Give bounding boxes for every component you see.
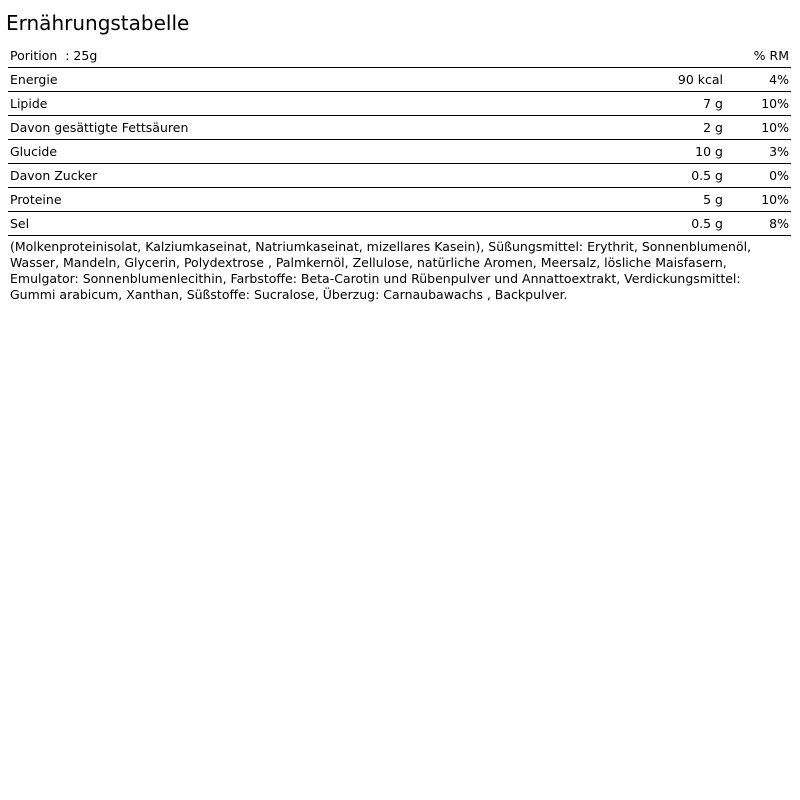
nutrient-amount: 90 kcal [601, 68, 725, 92]
nutrition-table-header [8, 44, 791, 68]
table-row [8, 212, 791, 236]
table-row [8, 92, 791, 116]
nutrient-name: Lipide [8, 92, 601, 116]
nutrient-name: Sel [8, 212, 601, 236]
table-row [8, 116, 791, 140]
table-row [8, 164, 791, 188]
nutrient-amount: 2 g [601, 116, 725, 140]
table-row [8, 140, 791, 164]
nutrient-name: Davon gesättigte Fettsäuren [8, 116, 601, 140]
nutrient-name: Davon Zucker [8, 164, 601, 188]
nutrient-rm-percent: 8% [725, 212, 791, 236]
nutrient-name: Energie [8, 68, 601, 92]
nutrient-rm-percent: 4% [725, 68, 791, 92]
rm-column-header: % RM [725, 44, 791, 68]
nutrient-rm-percent: 3% [725, 140, 791, 164]
nutrient-amount: 7 g [601, 92, 725, 116]
nutrient-amount: 0.5 g [601, 212, 725, 236]
nutrient-amount: 10 g [601, 140, 725, 164]
nutrient-name: Proteine [8, 188, 601, 212]
nutrition-table [8, 44, 791, 236]
table-row [8, 68, 791, 92]
ingredients-list: (Molkenproteinisolat, Kalziumkaseinat, Natriumkaseinat, mizellares Kasein), Süßungsmittel: Erythrit, Sonnenblumenöl, Wasser, Mandeln, Glycerin, Polydextrose , Palmkernöl, Zellulose, natürliche Aromen, Meersalz, lösliche Maisfasern, Emulgator: Sonnenblumenlecithin, Farbstoffe: Beta-Carotin und Rübenpulver und Annattoextrakt, Verdickungsmittel: Gummi arabicum, Xanthan, Süßstoffe: Sucralose, Überzug: Carnaubawachs , Backpulver. [10, 239, 752, 302]
nutrient-amount: 0.5 g [601, 164, 725, 188]
table-row [8, 188, 791, 212]
nutrient-rm-percent: 10% [725, 116, 791, 140]
portion-label: Porition : 25g [8, 44, 725, 68]
nutrient-rm-percent: 10% [725, 92, 791, 116]
page-title: Ernährungstabelle [6, 11, 190, 35]
header-row [8, 44, 791, 68]
nutrient-rm-percent: 10% [725, 188, 791, 212]
nutrient-rm-percent: 0% [725, 164, 791, 188]
nutrient-name: Glucide [8, 140, 601, 164]
nutrient-amount: 5 g [601, 188, 725, 212]
